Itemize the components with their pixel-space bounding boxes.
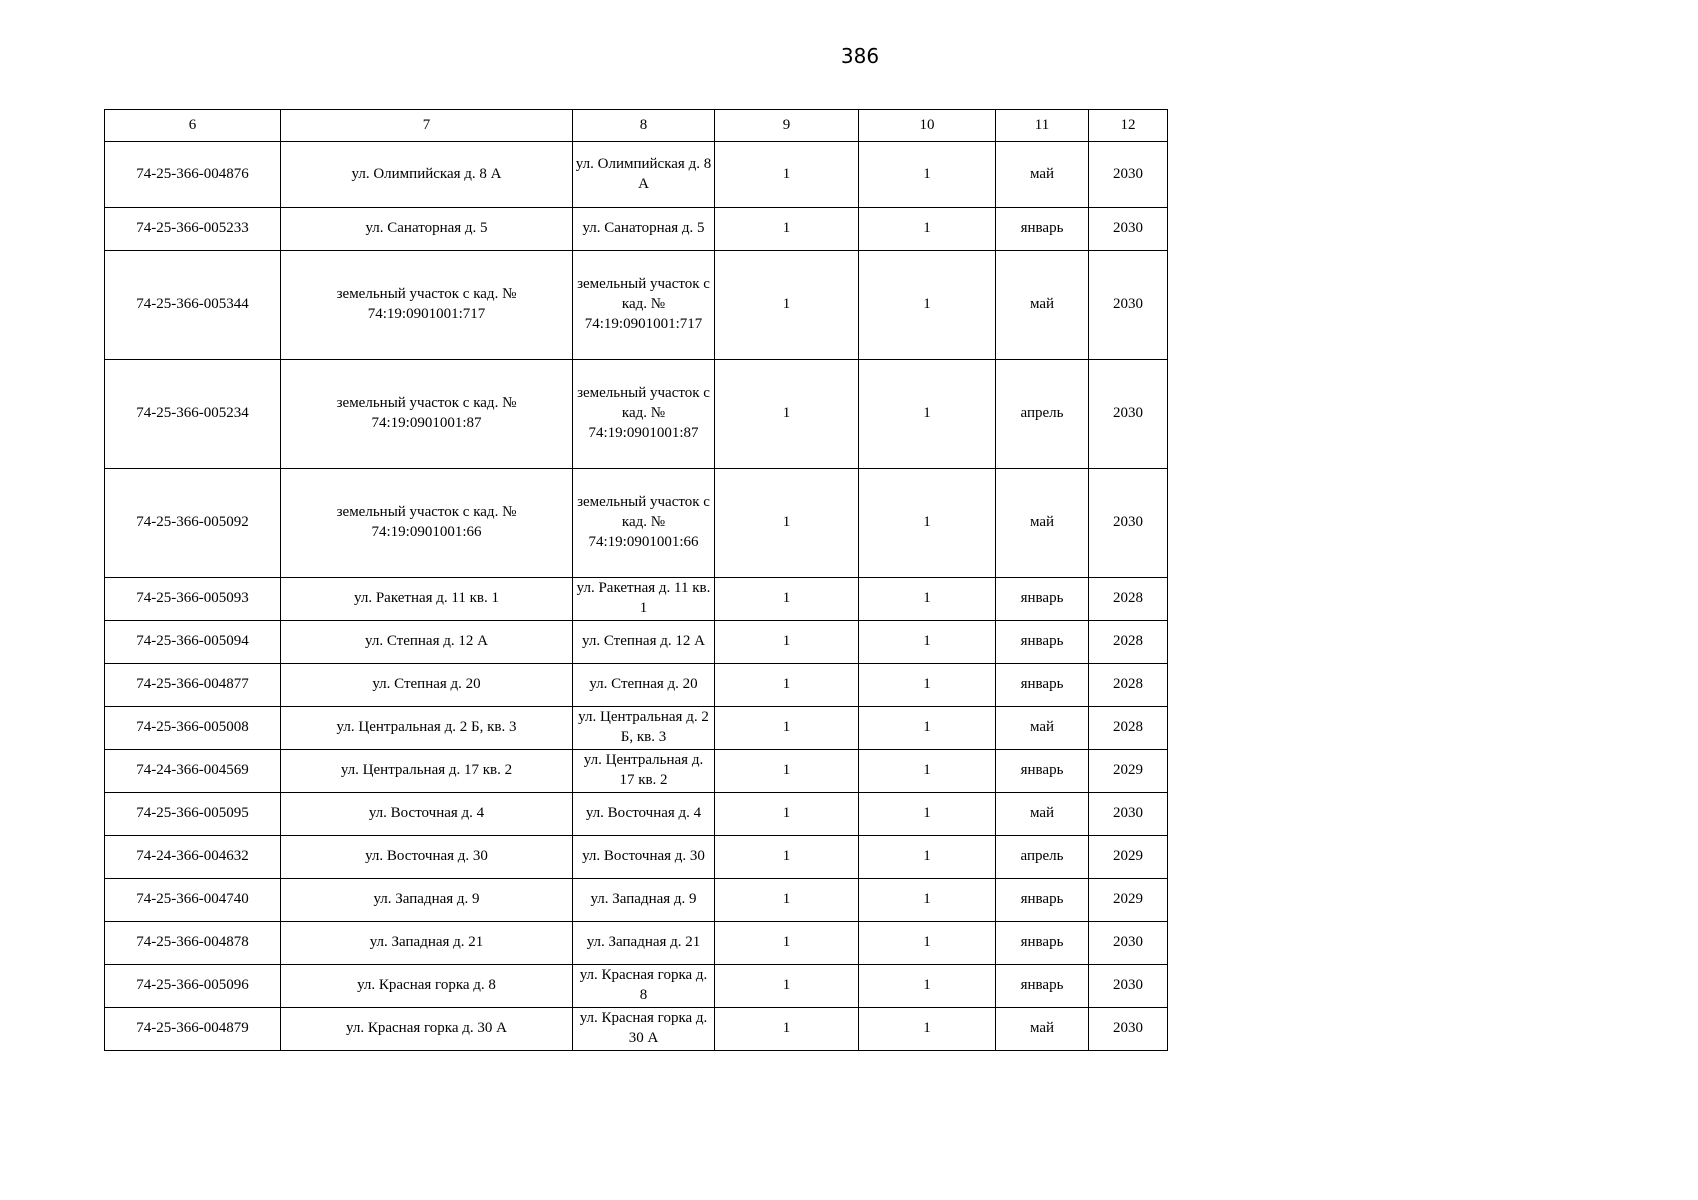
registry-table <box>104 109 1168 1051</box>
year-cell: 2030 <box>1089 793 1168 836</box>
location-cell: ул. Степная д. 12 А <box>573 621 715 664</box>
quantity-cell: 1 <box>715 750 859 793</box>
header-row <box>105 110 1168 142</box>
count-cell: 1 <box>859 1008 996 1051</box>
location-cell: ул. Красная горка д. 30 А <box>573 1008 715 1051</box>
registry-number-cell: 74-25-366-005093 <box>105 578 281 621</box>
month-cell: январь <box>996 208 1089 251</box>
registry-number-cell: 74-25-366-004878 <box>105 922 281 965</box>
month-cell: апрель <box>996 836 1089 879</box>
address-cell: ул. Центральная д. 2 Б, кв. 3 <box>281 707 573 750</box>
month-cell: май <box>996 1008 1089 1051</box>
year-cell: 2029 <box>1089 836 1168 879</box>
table-row <box>105 922 1168 965</box>
count-cell: 1 <box>859 836 996 879</box>
table-row <box>105 208 1168 251</box>
location-cell: ул. Восточная д. 4 <box>573 793 715 836</box>
count-cell: 1 <box>859 251 996 360</box>
table-row <box>105 664 1168 707</box>
count-cell: 1 <box>859 360 996 469</box>
address-cell: земельный участок с кад. № 74:19:0901001:87 <box>281 360 573 469</box>
address-cell: земельный участок с кад. № 74:19:0901001:66 <box>281 469 573 578</box>
month-cell: январь <box>996 621 1089 664</box>
address-cell: ул. Олимпийская д. 8 А <box>281 142 573 208</box>
registry-number-cell: 74-25-366-004877 <box>105 664 281 707</box>
quantity-cell: 1 <box>715 664 859 707</box>
page-number: 386 <box>840 44 880 68</box>
year-cell: 2028 <box>1089 621 1168 664</box>
table-row <box>105 707 1168 750</box>
registry-number-cell: 74-25-366-005095 <box>105 793 281 836</box>
year-cell: 2030 <box>1089 965 1168 1008</box>
quantity-cell: 1 <box>715 965 859 1008</box>
count-cell: 1 <box>859 965 996 1008</box>
count-cell: 1 <box>859 750 996 793</box>
month-cell: май <box>996 142 1089 208</box>
year-cell: 2030 <box>1089 208 1168 251</box>
month-cell: май <box>996 707 1089 750</box>
quantity-cell: 1 <box>715 836 859 879</box>
table-row <box>105 578 1168 621</box>
quantity-cell: 1 <box>715 793 859 836</box>
column-header: 12 <box>1089 110 1168 142</box>
table-row <box>105 965 1168 1008</box>
year-cell: 2029 <box>1089 879 1168 922</box>
count-cell: 1 <box>859 664 996 707</box>
year-cell: 2030 <box>1089 1008 1168 1051</box>
year-cell: 2030 <box>1089 251 1168 360</box>
month-cell: январь <box>996 922 1089 965</box>
address-cell: ул. Ракетная д. 11 кв. 1 <box>281 578 573 621</box>
quantity-cell: 1 <box>715 251 859 360</box>
year-cell: 2030 <box>1089 142 1168 208</box>
address-cell: ул. Центральная д. 17 кв. 2 <box>281 750 573 793</box>
count-cell: 1 <box>859 922 996 965</box>
registry-number-cell: 74-25-366-005094 <box>105 621 281 664</box>
registry-number-cell: 74-25-366-005344 <box>105 251 281 360</box>
month-cell: май <box>996 469 1089 578</box>
table-row <box>105 621 1168 664</box>
column-header: 11 <box>996 110 1089 142</box>
registry-number-cell: 74-25-366-005096 <box>105 965 281 1008</box>
address-cell: ул. Санаторная д. 5 <box>281 208 573 251</box>
location-cell: ул. Санаторная д. 5 <box>573 208 715 251</box>
quantity-cell: 1 <box>715 707 859 750</box>
month-cell: январь <box>996 750 1089 793</box>
quantity-cell: 1 <box>715 621 859 664</box>
registry-number-cell: 74-25-366-004876 <box>105 142 281 208</box>
location-cell: земельный участок с кад. № 74:19:0901001:717 <box>573 251 715 360</box>
table-row <box>105 750 1168 793</box>
location-cell: ул. Западная д. 9 <box>573 879 715 922</box>
month-cell: май <box>996 251 1089 360</box>
year-cell: 2030 <box>1089 469 1168 578</box>
year-cell: 2028 <box>1089 707 1168 750</box>
registry-number-cell: 74-25-366-004740 <box>105 879 281 922</box>
address-cell: ул. Степная д. 12 А <box>281 621 573 664</box>
address-cell: ул. Красная горка д. 8 <box>281 965 573 1008</box>
quantity-cell: 1 <box>715 142 859 208</box>
table-row <box>105 142 1168 208</box>
location-cell: земельный участок с кад. № 74:19:0901001:87 <box>573 360 715 469</box>
address-cell: ул. Степная д. 20 <box>281 664 573 707</box>
registry-number-cell: 74-25-366-005092 <box>105 469 281 578</box>
month-cell: январь <box>996 664 1089 707</box>
month-cell: апрель <box>996 360 1089 469</box>
location-cell: ул. Олимпийская д. 8 А <box>573 142 715 208</box>
location-cell: ул. Восточная д. 30 <box>573 836 715 879</box>
count-cell: 1 <box>859 707 996 750</box>
registry-number-cell: 74-25-366-005234 <box>105 360 281 469</box>
registry-number-cell: 74-25-366-004879 <box>105 1008 281 1051</box>
quantity-cell: 1 <box>715 208 859 251</box>
count-cell: 1 <box>859 578 996 621</box>
column-header: 10 <box>859 110 996 142</box>
month-cell: январь <box>996 578 1089 621</box>
quantity-cell: 1 <box>715 879 859 922</box>
year-cell: 2030 <box>1089 360 1168 469</box>
quantity-cell: 1 <box>715 360 859 469</box>
table-row <box>105 793 1168 836</box>
registry-number-cell: 74-25-366-005008 <box>105 707 281 750</box>
count-cell: 1 <box>859 621 996 664</box>
column-header: 9 <box>715 110 859 142</box>
quantity-cell: 1 <box>715 578 859 621</box>
year-cell: 2030 <box>1089 922 1168 965</box>
address-cell: ул. Западная д. 9 <box>281 879 573 922</box>
address-cell: ул. Западная д. 21 <box>281 922 573 965</box>
month-cell: май <box>996 793 1089 836</box>
count-cell: 1 <box>859 469 996 578</box>
location-cell: земельный участок с кад. № 74:19:0901001:66 <box>573 469 715 578</box>
table-row <box>105 469 1168 578</box>
location-cell: ул. Степная д. 20 <box>573 664 715 707</box>
location-cell: ул. Западная д. 21 <box>573 922 715 965</box>
location-cell: ул. Ракетная д. 11 кв. 1 <box>573 578 715 621</box>
location-cell: ул. Центральная д. 2 Б, кв. 3 <box>573 707 715 750</box>
table-row <box>105 836 1168 879</box>
registry-number-cell: 74-24-366-004569 <box>105 750 281 793</box>
address-cell: ул. Восточная д. 4 <box>281 793 573 836</box>
year-cell: 2029 <box>1089 750 1168 793</box>
location-cell: ул. Красная горка д. 8 <box>573 965 715 1008</box>
quantity-cell: 1 <box>715 1008 859 1051</box>
count-cell: 1 <box>859 793 996 836</box>
month-cell: январь <box>996 879 1089 922</box>
count-cell: 1 <box>859 142 996 208</box>
year-cell: 2028 <box>1089 664 1168 707</box>
table-row <box>105 251 1168 360</box>
registry-number-cell: 74-25-366-005233 <box>105 208 281 251</box>
table-row <box>105 1008 1168 1051</box>
column-header: 8 <box>573 110 715 142</box>
address-cell: земельный участок с кад. № 74:19:0901001:717 <box>281 251 573 360</box>
count-cell: 1 <box>859 208 996 251</box>
count-cell: 1 <box>859 879 996 922</box>
table-row <box>105 360 1168 469</box>
month-cell: январь <box>996 965 1089 1008</box>
registry-number-cell: 74-24-366-004632 <box>105 836 281 879</box>
table-row <box>105 879 1168 922</box>
address-cell: ул. Красная горка д. 30 А <box>281 1008 573 1051</box>
quantity-cell: 1 <box>715 469 859 578</box>
address-cell: ул. Восточная д. 30 <box>281 836 573 879</box>
quantity-cell: 1 <box>715 922 859 965</box>
column-header: 7 <box>281 110 573 142</box>
location-cell: ул. Центральная д. 17 кв. 2 <box>573 750 715 793</box>
year-cell: 2028 <box>1089 578 1168 621</box>
column-header: 6 <box>105 110 281 142</box>
